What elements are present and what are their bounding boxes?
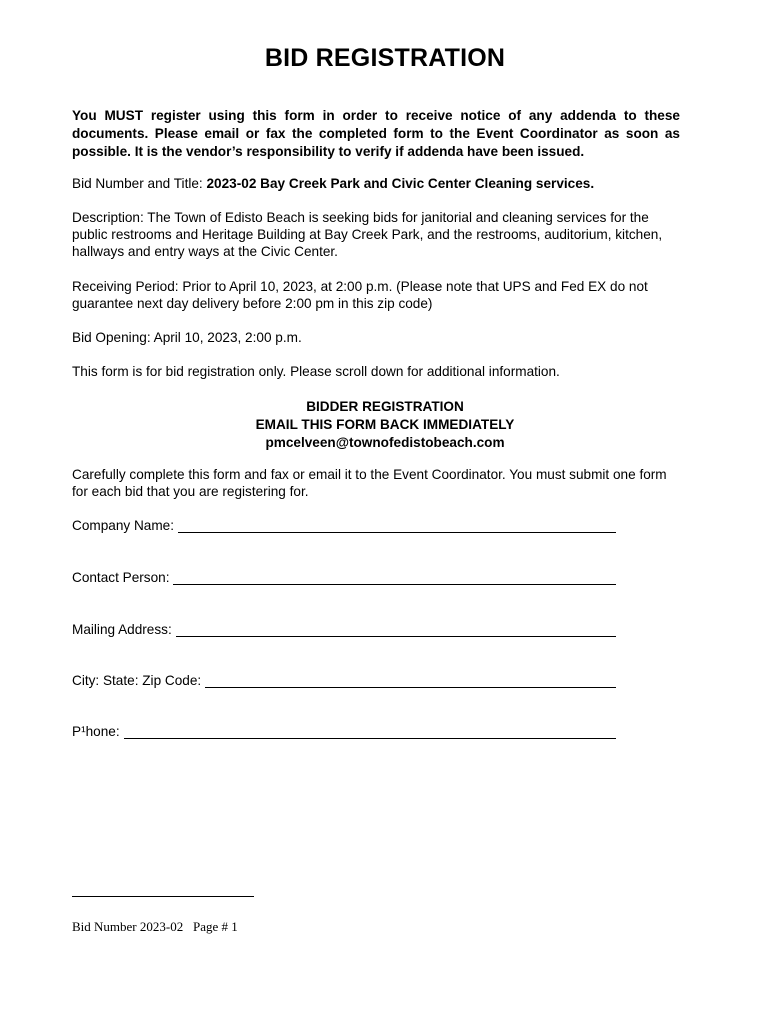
page-title: BID REGISTRATION <box>264 44 506 72</box>
company-name-label: Company Name: <box>72 518 174 533</box>
description-paragraph: Description: The Town of Edisto Beach is seeking bids for janitorial and cleaning services for the public restrooms and Heritage Building at Bay Creek Park, and the restrooms, auditorium, kitchen, hallways and entry ways at the Civic Center. <box>72 210 663 259</box>
mailing-address-label: Mailing Address: <box>72 622 172 637</box>
coordinator-email: pmcelveen@townofedistobeach.com <box>265 435 505 450</box>
city-state-zip-field[interactable] <box>72 672 616 688</box>
instructions-paragraph: Carefully complete this form and fax or email it to the Event Coordinator. You must submit one form for each bid that you are registering for. <box>72 467 667 499</box>
mailing-address-field[interactable] <box>72 621 616 637</box>
bid-number-label: Bid Number and Title: <box>72 176 207 191</box>
phone-label: P¹hone: <box>72 724 120 739</box>
intro-notice: You MUST register using this form in order to receive notice of any addenda to these documents. Please email or fax the completed form to the Event Coordinator as soon as possible. It is the vendor’s responsibility to verify if addenda have been issued. <box>72 108 680 159</box>
mailing-address-blank[interactable] <box>176 621 616 637</box>
company-name-blank[interactable] <box>178 517 616 533</box>
contact-person-field[interactable] <box>72 569 616 585</box>
city-state-zip-label: City: State: Zip Code: <box>72 673 202 688</box>
bid-number-value: 2023-02 Bay Creek Park and Civic Center Cleaning services. <box>206 176 595 191</box>
email-instruction: EMAIL THIS FORM BACK IMMEDIATELY <box>255 417 515 432</box>
bid-opening-line: Bid Opening: April 10, 2023, 2:00 p.m. <box>72 330 302 345</box>
bid-number-line <box>72 175 684 192</box>
bidder-registration-title: BIDDER REGISTRATION <box>306 399 464 414</box>
phone-field[interactable] <box>72 723 616 739</box>
contact-person-blank[interactable] <box>173 569 616 585</box>
phone-blank[interactable] <box>124 723 616 739</box>
city-state-zip-blank[interactable] <box>205 672 616 688</box>
receiving-period-paragraph: Receiving Period: Prior to April 10, 2023, at 2:00 p.m. (Please note that UPS and Fed EX do not guarantee next day delivery before 2:00 pm in this zip code) <box>72 279 648 311</box>
form-note-line: This form is for bid registration only. Please scroll down for additional information. <box>72 364 560 379</box>
footnote-divider <box>72 896 254 897</box>
company-name-field[interactable] <box>72 517 616 533</box>
bidder-registration-header <box>0 398 770 452</box>
page-footer: Bid Number 2023-02 Page # 1 <box>72 919 238 934</box>
contact-person-label: Contact Person: <box>72 570 170 585</box>
